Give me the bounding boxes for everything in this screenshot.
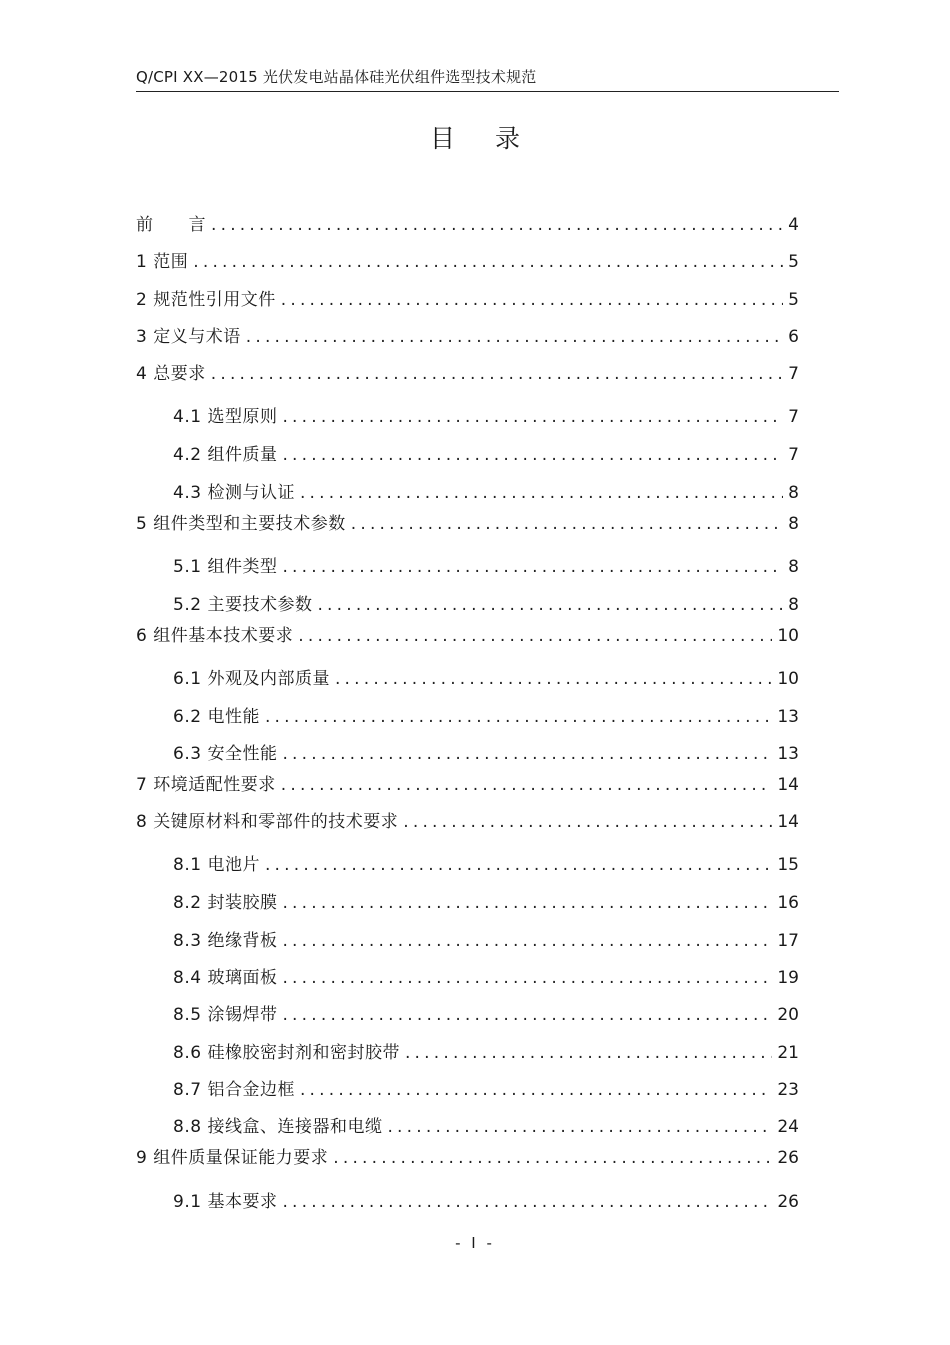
toc-dot-leader [387, 1114, 772, 1140]
toc-entry-label: 2 规范性引用文件 [136, 290, 276, 310]
toc-entry-page: 8 [788, 483, 799, 503]
toc-dot-leader [282, 928, 772, 954]
toc-entry-page: 13 [777, 744, 799, 764]
toc-dot-leader [211, 212, 783, 238]
header-title: Q/CPI XX—2015 光伏发电站晶体硅光伏组件选型技术规范 [136, 68, 537, 86]
page-number: - I - [455, 1234, 495, 1252]
toc-dot-leader [300, 480, 783, 506]
toc-entry[interactable] [136, 772, 799, 798]
toc-entry-label: 1 范围 [136, 252, 189, 272]
toc-entry-label: 8.8 接线盒、连接器和电缆 [173, 1117, 383, 1137]
toc-entry[interactable] [173, 442, 799, 468]
toc-entry[interactable] [173, 1077, 799, 1103]
toc-entry-label: 7 环境适配性要求 [136, 775, 276, 795]
toc-entry-page: 26 [777, 1192, 799, 1212]
toc-entry[interactable] [173, 890, 799, 916]
toc-dot-leader [335, 666, 772, 692]
toc-entry-label: 8.1 电池片 [173, 855, 260, 875]
toc-dot-leader [403, 809, 772, 835]
toc-entry[interactable] [173, 1002, 799, 1028]
toc-dot-leader [282, 1002, 772, 1028]
toc-entry[interactable] [173, 965, 799, 991]
toc-dot-leader [351, 511, 783, 537]
toc-entry-page: 10 [777, 626, 799, 646]
toc-entry-page: 24 [777, 1117, 799, 1137]
toc-entry[interactable] [173, 928, 799, 954]
toc-title: 目录 [429, 124, 560, 153]
toc-entry[interactable] [173, 554, 799, 580]
toc-dot-leader [282, 965, 772, 991]
toc-entry-label: 3 定义与术语 [136, 327, 241, 347]
toc-entry-page: 6 [788, 327, 799, 347]
toc-entry-label: 9 组件质量保证能力要求 [136, 1148, 329, 1168]
toc-entry-label: 6 组件基本技术要求 [136, 626, 294, 646]
toc-entry-label: 8.6 硅橡胶密封剂和密封胶带 [173, 1043, 400, 1063]
toc-entry-page: 13 [777, 707, 799, 727]
toc-entry-page: 23 [777, 1080, 799, 1100]
toc-entry[interactable] [136, 249, 799, 275]
toc-entry[interactable] [136, 212, 799, 238]
toc-entry-page: 7 [788, 445, 799, 465]
toc-entry-label: 5.1 组件类型 [173, 557, 278, 577]
toc-entry-page: 7 [788, 407, 799, 427]
toc-dot-leader [282, 554, 783, 580]
toc-entry[interactable] [136, 361, 799, 387]
toc-entry-label: 8.5 涂锡焊带 [173, 1005, 278, 1025]
toc-entry-page: 16 [777, 893, 799, 913]
toc-entry[interactable] [136, 511, 799, 537]
toc-entry-page: 19 [777, 968, 799, 988]
toc-entry-page: 20 [777, 1005, 799, 1025]
toc-entry-label: 4.1 选型原则 [173, 407, 278, 427]
toc-entry[interactable] [173, 1114, 799, 1140]
toc-entry[interactable] [136, 1145, 799, 1171]
toc-entry[interactable] [173, 404, 799, 430]
table-of-contents [136, 0, 799, 1345]
toc-dot-leader [282, 442, 783, 468]
toc-entry-page: 17 [777, 931, 799, 951]
toc-dot-leader [405, 1040, 772, 1066]
toc-entry-label: 8 关键原材料和零部件的技术要求 [136, 812, 399, 832]
toc-dot-leader [282, 890, 772, 916]
toc-entry[interactable] [173, 741, 799, 767]
toc-entry[interactable] [173, 666, 799, 692]
toc-dot-leader [265, 704, 772, 730]
toc-entry[interactable] [173, 592, 799, 618]
toc-dot-leader [282, 1189, 772, 1215]
toc-entry-page: 26 [777, 1148, 799, 1168]
toc-entry[interactable] [173, 1189, 799, 1215]
toc-dot-leader [265, 852, 772, 878]
toc-entry-page: 7 [788, 364, 799, 384]
toc-entry-label: 9.1 基本要求 [173, 1192, 278, 1212]
toc-entry-page: 14 [777, 775, 799, 795]
toc-dot-leader [246, 324, 783, 350]
toc-entry-page: 15 [777, 855, 799, 875]
toc-entry-label: 6.3 安全性能 [173, 744, 278, 764]
toc-entry[interactable] [173, 704, 799, 730]
toc-entry-label: 5 组件类型和主要技术参数 [136, 514, 346, 534]
toc-entry-page: 8 [788, 595, 799, 615]
toc-dot-leader [193, 249, 783, 275]
toc-dot-leader [298, 623, 772, 649]
toc-entry[interactable] [136, 809, 799, 835]
toc-entry-label: 8.4 玻璃面板 [173, 968, 278, 988]
toc-entry-label: 6.2 电性能 [173, 707, 260, 727]
toc-entry[interactable] [136, 623, 799, 649]
toc-entry-page: 8 [788, 557, 799, 577]
toc-entry[interactable] [136, 287, 799, 313]
toc-dot-leader [317, 592, 783, 618]
toc-dot-leader [281, 287, 783, 313]
toc-entry-label: 前 言 [136, 215, 206, 235]
toc-entry-label: 6.1 外观及内部质量 [173, 669, 330, 689]
toc-entry-page: 4 [788, 215, 799, 235]
toc-dot-leader [282, 404, 783, 430]
toc-dot-leader [281, 772, 773, 798]
toc-dot-leader [211, 361, 783, 387]
toc-entry[interactable] [173, 480, 799, 506]
toc-entry[interactable] [173, 852, 799, 878]
toc-entry-page: 8 [788, 514, 799, 534]
toc-entry-label: 8.3 绝缘背板 [173, 931, 278, 951]
toc-entry-page: 10 [777, 669, 799, 689]
toc-entry[interactable] [173, 1040, 799, 1066]
toc-entry-label: 4.3 检测与认证 [173, 483, 295, 503]
toc-dot-leader [333, 1145, 772, 1171]
toc-entry-label: 8.7 铝合金边框 [173, 1080, 295, 1100]
toc-entry-label: 4.2 组件质量 [173, 445, 278, 465]
toc-dot-leader [300, 1077, 772, 1103]
toc-entry-label: 4 总要求 [136, 364, 206, 384]
toc-entry-label: 8.2 封装胶膜 [173, 893, 278, 913]
toc-dot-leader [282, 741, 772, 767]
toc-entry-page: 14 [777, 812, 799, 832]
toc-entry-label: 5.2 主要技术参数 [173, 595, 313, 615]
toc-entry-page: 21 [777, 1043, 799, 1063]
toc-entry-page: 5 [788, 290, 799, 310]
toc-entry[interactable] [136, 324, 799, 350]
toc-entry-page: 5 [788, 252, 799, 272]
